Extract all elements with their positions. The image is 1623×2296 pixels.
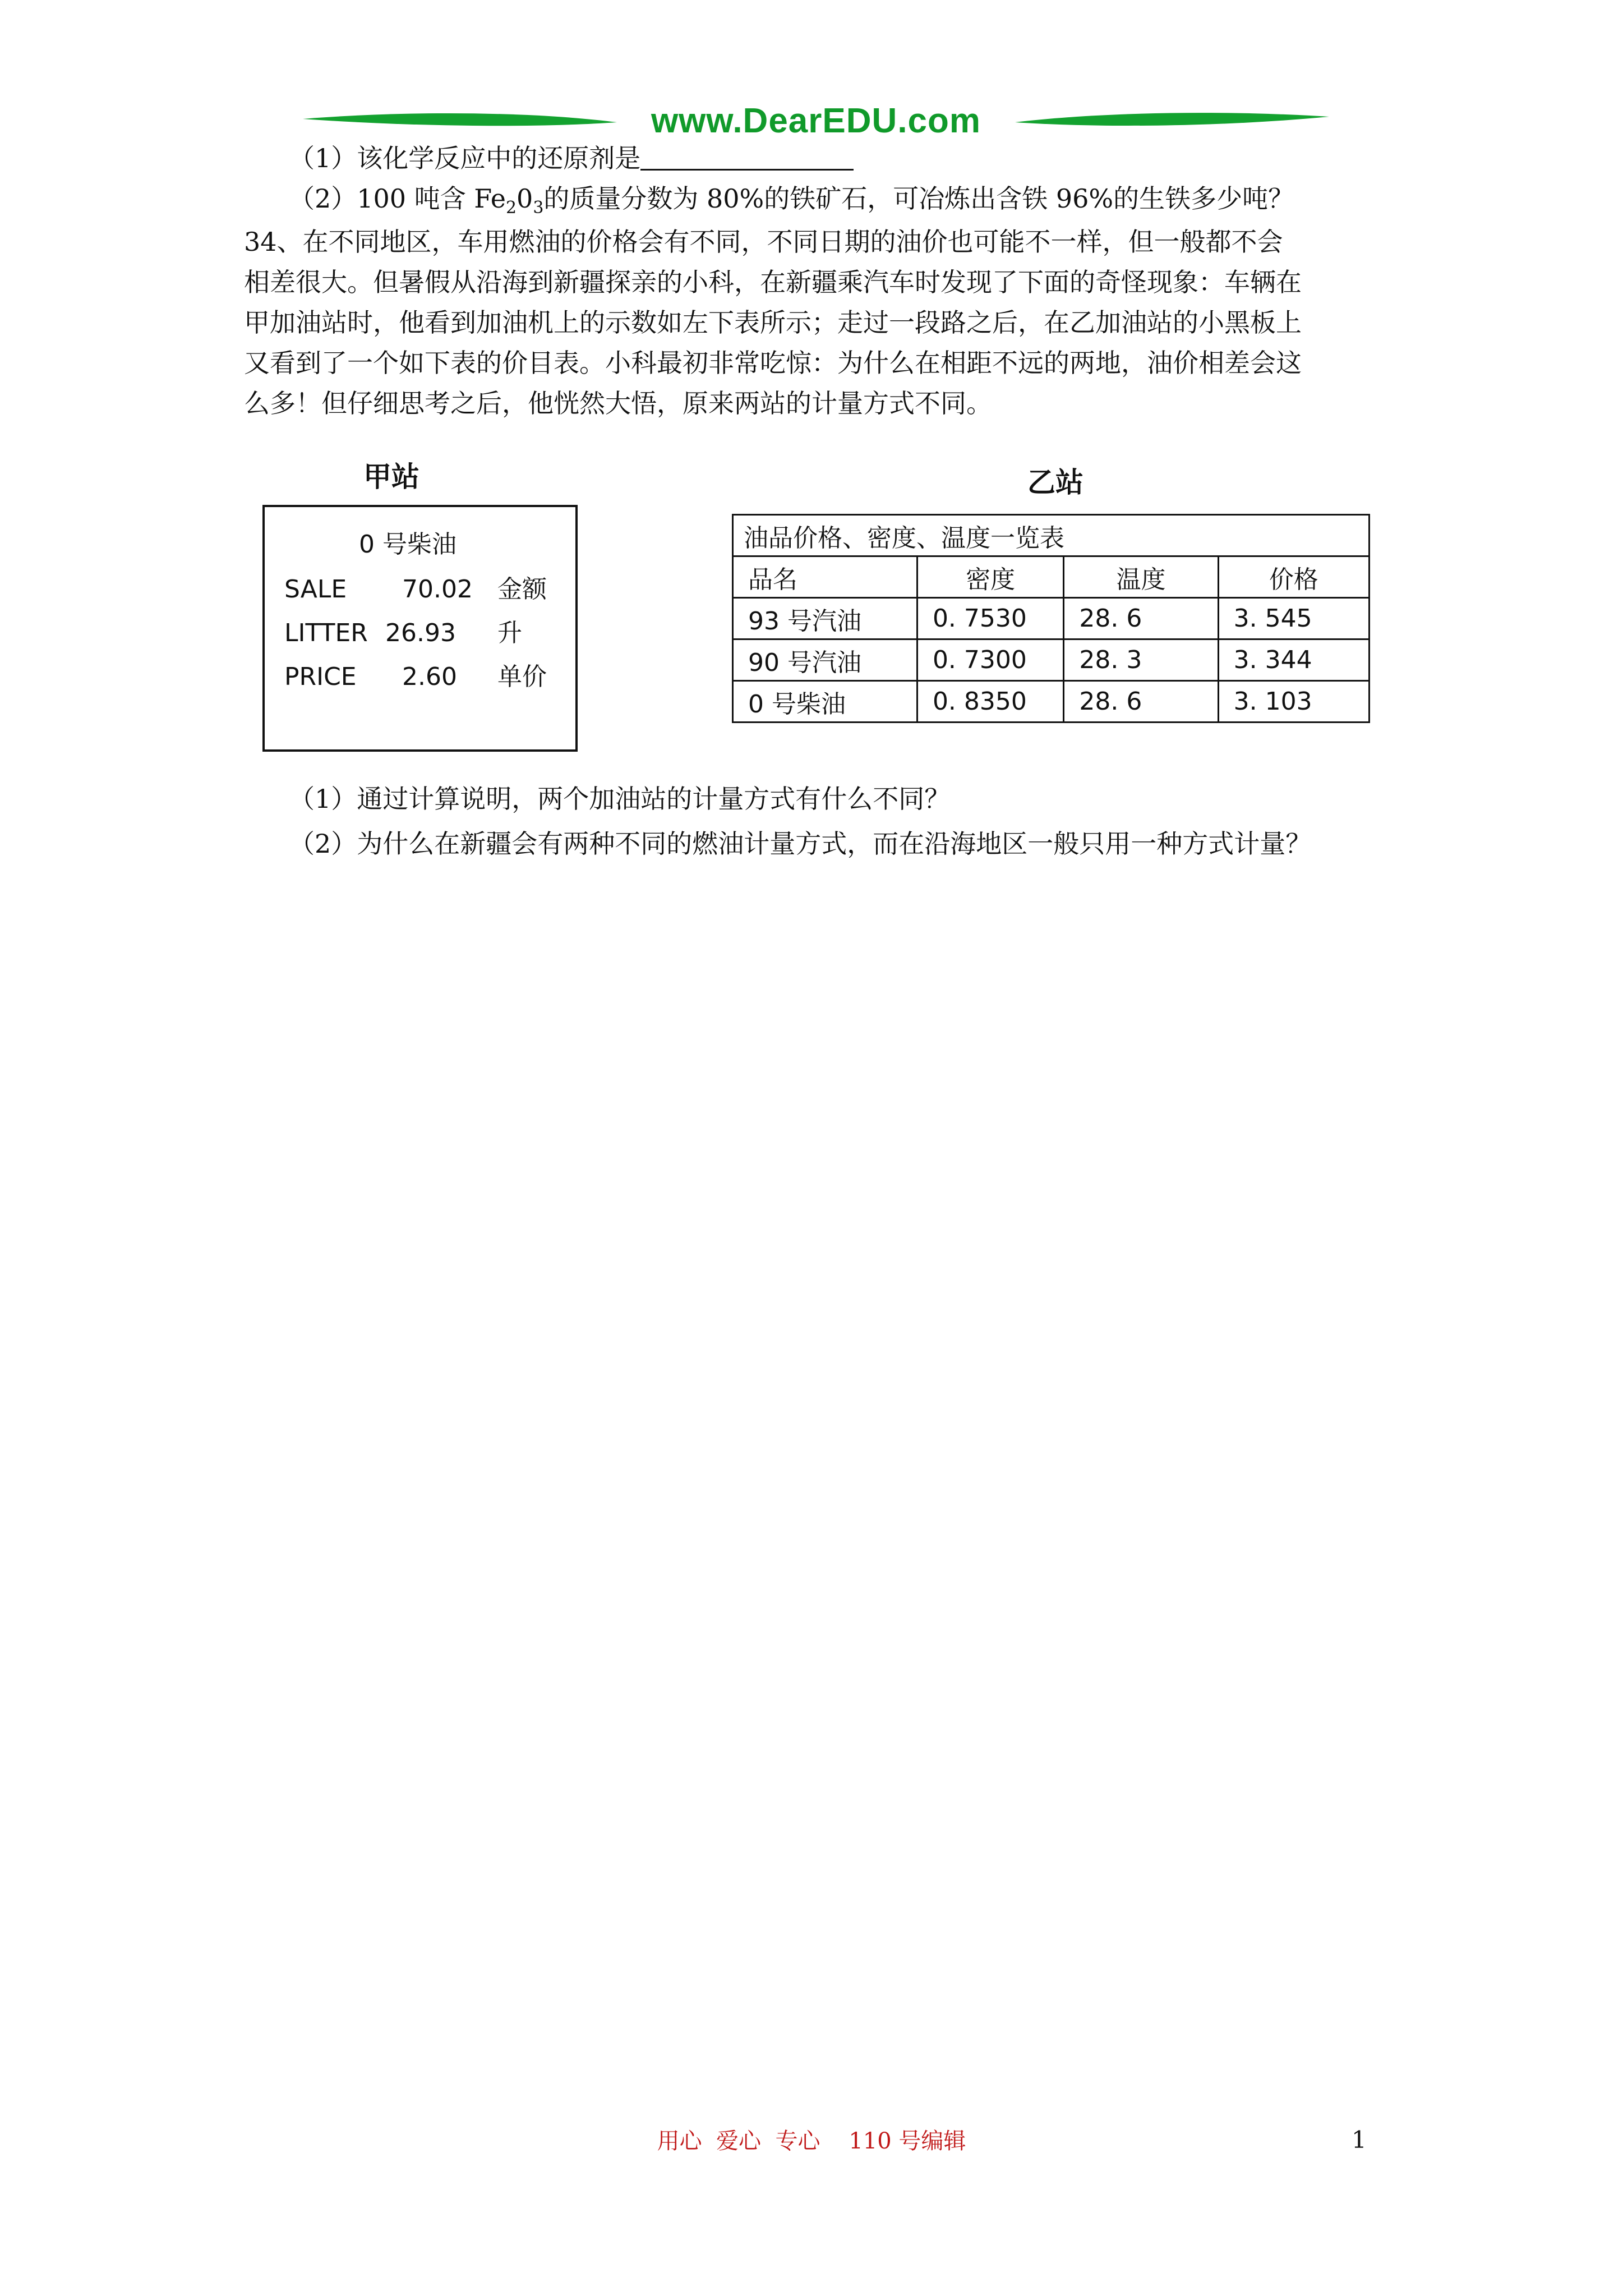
table-header-row	[733, 556, 1370, 598]
table-caption: 油品价格、密度、温度一览表	[733, 515, 1370, 556]
table-cell: 90 号汽油	[733, 639, 917, 681]
price-table	[732, 514, 1370, 723]
pump-key: SALE	[284, 575, 347, 604]
q33-part1	[289, 138, 854, 178]
q33-part2-text-b: 0	[517, 183, 533, 214]
q34-line: 又看到了一个如下表的价目表。小科最初非常吃惊：为什么在相距不远的两地，油价相差会这	[244, 348, 1302, 378]
pump-unit: 金额	[497, 575, 547, 604]
table-caption-row	[733, 515, 1370, 556]
pump-value: 70.02	[402, 575, 473, 604]
pump-key: LITTER	[284, 619, 368, 647]
answer-blank[interactable]	[640, 144, 854, 171]
q34-line: 么多！但仔细思考之后，他恍然大悟，原来两站的计量方式不同。	[244, 388, 992, 418]
table-cell: 3. 545	[1218, 598, 1369, 639]
pump-value: 2.60	[402, 662, 457, 691]
pump-display	[262, 505, 578, 752]
pump-row-price	[284, 656, 547, 692]
pump-row-sale	[284, 569, 547, 605]
q34-line: 34、在不同地区，车用燃油的价格会有不同，不同日期的油价也可能不一样，但一般都不会	[244, 227, 1283, 257]
table-cell: 0. 7300	[917, 639, 1063, 681]
pump-value: 26.93	[385, 619, 456, 647]
station-yi-title: 乙站	[1027, 466, 1083, 499]
q34-paragraph	[244, 222, 1422, 424]
table-cell: 0. 7530	[917, 598, 1063, 639]
page-footer: 用心 爱心 专心 110 号编辑	[657, 2128, 966, 2154]
column-header: 密度	[917, 556, 1063, 598]
q34-line: 甲加油站时，他看到加油机上的示数如左下表所示；走过一段路之后，在乙加油站的小黑板上	[244, 307, 1302, 338]
table-cell: 28. 3	[1064, 639, 1218, 681]
column-header: 温度	[1064, 556, 1218, 598]
table-row	[733, 681, 1370, 723]
table-cell: 28. 6	[1064, 681, 1218, 723]
column-header: 价格	[1218, 556, 1369, 598]
q34-line: 相差很大。但暑假从沿海到新疆探亲的小科，在新疆乘汽车时发现了下面的奇怪现象：车辆在	[244, 267, 1302, 297]
table-cell: 0 号柴油	[733, 681, 917, 723]
pump-unit: 升	[497, 619, 522, 647]
site-name: www.DearEDU.com	[651, 102, 981, 140]
table-row	[733, 639, 1370, 681]
q33-part2-text-a: （2）100 吨含 Fe	[289, 183, 506, 214]
pump-row-litter	[284, 613, 522, 648]
table-cell: 3. 344	[1218, 639, 1369, 681]
pump-key: PRICE	[284, 662, 357, 691]
table-row	[733, 598, 1370, 639]
pump-fuel-name: 0 号柴油	[359, 530, 457, 559]
subscript-2: 2	[505, 198, 517, 218]
q33-part2-text-c: 的质量分数为 80%的铁矿石，可冶炼出含铁 96%的生铁多少吨？	[543, 183, 1294, 214]
pump-unit: 单价	[497, 662, 547, 691]
table-cell: 93 号汽油	[733, 598, 917, 639]
table-cell: 3. 103	[1218, 681, 1369, 723]
column-header: 品名	[733, 556, 917, 598]
q34-subquestion-1: （1）通过计算说明，两个加油站的计量方式有什么不同？	[289, 784, 951, 814]
subscript-3: 3	[533, 198, 544, 218]
table-cell: 0. 8350	[917, 681, 1063, 723]
station-jia-title: 甲站	[363, 461, 419, 493]
q33-part1-label: （1）该化学反应中的还原剂是	[289, 143, 641, 173]
table-cell: 28. 6	[1064, 598, 1218, 639]
page-number: 1	[1352, 2126, 1367, 2154]
q33-part2	[289, 178, 1294, 228]
q34-subquestion-2: （2）为什么在新疆会有两种不同的燃油计量方式，而在沿海地区一般只用一种方式计量？	[289, 829, 1312, 859]
